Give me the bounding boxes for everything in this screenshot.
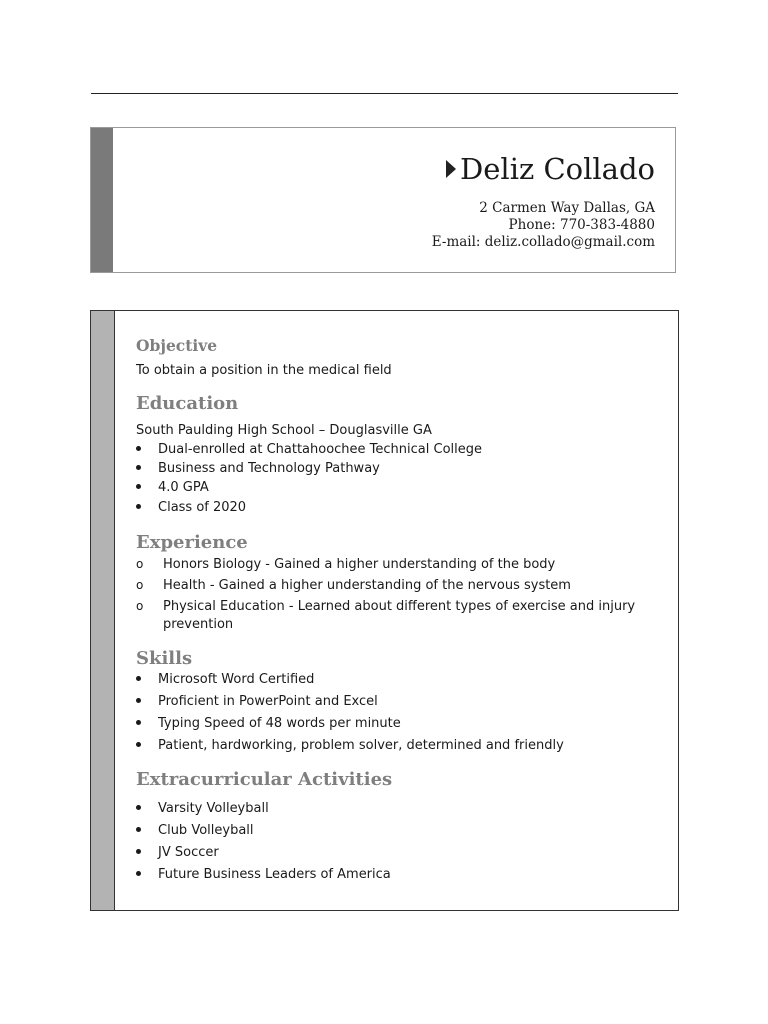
skills-heading: Skills bbox=[136, 648, 193, 669]
bullet-dot-icon bbox=[136, 867, 158, 882]
top-rule bbox=[91, 93, 678, 94]
address: 2 Carmen Way Dallas, GA bbox=[479, 200, 655, 216]
triangle-arrow-icon bbox=[446, 160, 456, 178]
bullet-dot-icon bbox=[136, 845, 158, 860]
objective-heading: Objective bbox=[136, 336, 218, 355]
bullet-dot-icon bbox=[136, 672, 158, 687]
bullet-circle-icon: o bbox=[136, 557, 144, 571]
bullet-dot-icon bbox=[136, 694, 158, 709]
phone: Phone: 770-383-4880 bbox=[508, 217, 655, 233]
bullet-dot-icon bbox=[136, 738, 158, 753]
education-school: South Paulding High School – Douglasville GA bbox=[136, 423, 432, 438]
contact-info bbox=[432, 200, 655, 251]
name-line bbox=[446, 152, 655, 186]
bullet-dot-icon bbox=[136, 480, 158, 495]
experience-heading: Experience bbox=[136, 532, 248, 553]
bullet-dot-icon bbox=[136, 442, 158, 457]
bullet-dot-icon bbox=[136, 716, 158, 731]
body-accent-bar bbox=[91, 311, 115, 910]
bullet-dot-icon bbox=[136, 823, 158, 838]
header-accent-bar bbox=[91, 128, 113, 272]
resume-body: Objective To obtain a position in the medical field Education South Paulding High School – Douglasville GA Dual-enrolled at Chattahoochee Technical College Business and Technology Pathway 4.0 GPA Class of 2020 Experience o Honors Biology - Gained a higher understanding of the body o Health - Gained a higher understanding of the nervous system o Physical Education - Learned about different types of exercise and injury prevention Skills Microsoft Word Certified Proficient in PowerPoint and Excel Typing Speed of 48 words per minute Patient, hardworking, problem solver, determined and friendly Extracurricular Activities Varsity Volleyball Club Volleyball JV Soccer Future Business Leaders of America bbox=[90, 310, 679, 911]
bullet-dot-icon bbox=[136, 461, 158, 476]
objective-text: To obtain a position in the medical field bbox=[136, 363, 392, 378]
bullet-dot-icon bbox=[136, 500, 158, 515]
candidate-name: Deliz Collado bbox=[460, 152, 655, 186]
header-box bbox=[90, 127, 676, 273]
education-heading: Education bbox=[136, 393, 239, 414]
bullet-circle-icon: o bbox=[136, 578, 144, 592]
email: E-mail: deliz.collado@gmail.com bbox=[431, 234, 655, 250]
bullet-dot-icon bbox=[136, 801, 158, 816]
bullet-circle-icon: o bbox=[136, 599, 144, 613]
activities-heading: Extracurricular Activities bbox=[136, 769, 393, 790]
